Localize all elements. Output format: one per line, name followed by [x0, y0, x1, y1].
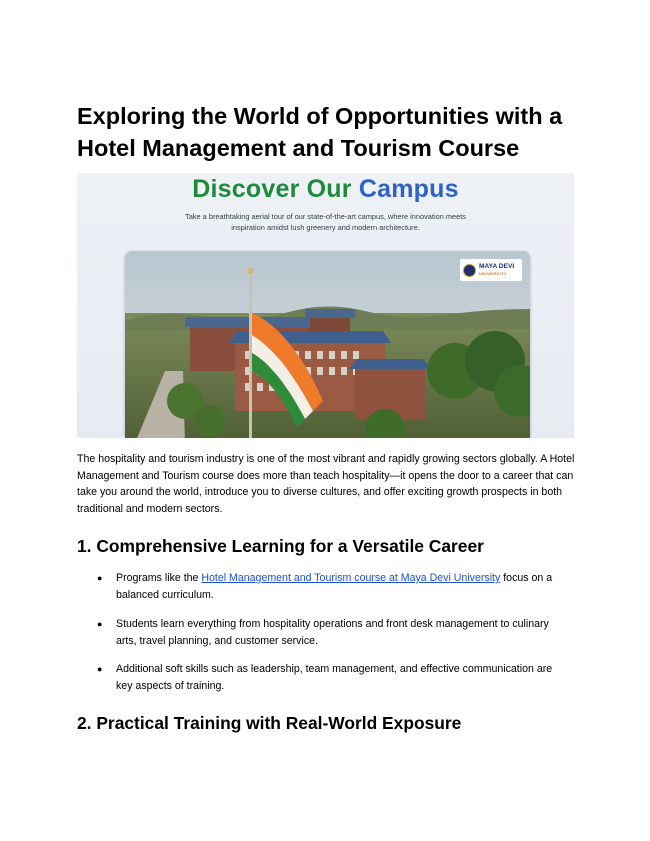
banner-heading-word1: Discover — [192, 175, 300, 203]
bullet-dot-icon: ● — [97, 664, 103, 674]
bullet-text: Students learn everything from hospitality operations and front desk management to culinary arts, travel planning, and customer service. — [116, 618, 549, 647]
university-logo-badge — [460, 259, 522, 281]
campus-aerial-photo — [125, 251, 530, 438]
bullet-text — [116, 570, 561, 603]
banner-heading-word2: Our — [306, 175, 352, 203]
section1-heading: 1. Comprehensive Learning for a Versatile Career — [77, 536, 484, 556]
section2-heading: 2. Practical Training with Real-World Exposure — [77, 713, 462, 733]
intro-paragraph: The hospitality and tourism industry is one of the most vibrant and rapidly growing sectors globally. A Hotel Management and Tourism course does more than teach hospitality—it opens the door to a career that can take you around the world, introduce you to diverse cultures, and offer exciting growth prospects in both traditional and modern sectors. — [77, 453, 575, 515]
bullet-text: Additional soft skills such as leadership, team management, and effective communication are key aspects of training. — [116, 663, 553, 692]
logo-line1: MAYA DEVI — [479, 263, 515, 270]
bullet-text-before: Programs like the — [116, 572, 202, 584]
banner-heading — [77, 175, 574, 204]
campus-banner-image — [77, 173, 574, 438]
university-crest-icon — [463, 264, 476, 277]
banner-heading-word3: Campus — [358, 175, 459, 203]
course-link[interactable]: Hotel Management and Tourism course at Maya Devi University — [201, 572, 501, 584]
article-title: Exploring the World of Opportunities with a Hotel Management and Tourism Course — [77, 103, 563, 161]
banner-subtitle: Take a breathtaking aerial tour of our state-of-the-art campus, where innovation meets inspiration amidst lush greenery and modern architecture. — [185, 212, 466, 232]
bullet-dot-icon: ● — [97, 619, 103, 629]
bullet-text-after: focus on a balanced curriculum. — [116, 572, 553, 601]
university-logo-text — [479, 263, 514, 277]
bullet-dot-icon: ● — [97, 573, 103, 583]
logo-line2: UNIVERSITY — [479, 271, 508, 276]
